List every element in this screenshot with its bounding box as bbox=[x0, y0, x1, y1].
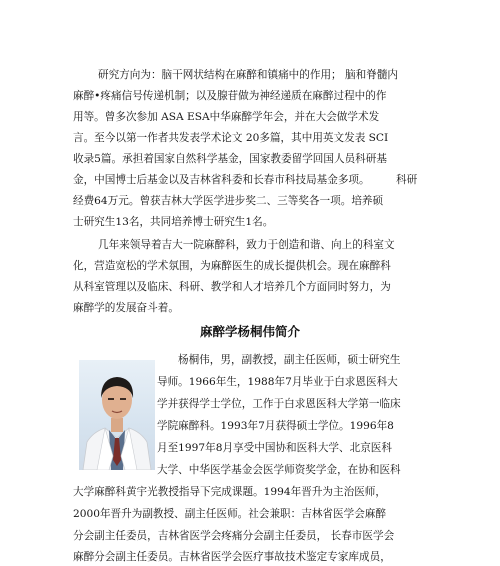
paragraph1-line: 用等。曾多次参加 ASA ESA中华麻醉学年会，并在大会做学术发 bbox=[73, 111, 380, 123]
bio-line: 麻醉分会副主任委员。吉林省医学会医疗事故技术鉴定专家库成员， bbox=[73, 551, 391, 563]
paragraph1-line: 士研究生13名，共同培养博士研究生1名。 bbox=[73, 216, 274, 228]
bio-line: 2000年晋升为副教授、副主任医师。社会兼职：吉林省医学会麻醉 bbox=[73, 508, 386, 520]
bio-line: 学院麻醉科。1993年7月获得硕士学位。1996年8 bbox=[157, 420, 394, 432]
paragraph2-line: 麻醉学的发展奋斗着。 bbox=[73, 302, 179, 314]
paragraph1-line: 经费64万元。曾获吉林大学医学进步奖二、三等奖各一项。培养硕 bbox=[73, 195, 384, 207]
portrait-photo bbox=[79, 360, 155, 470]
bio-line: 学并获得学士学位，工作于白求恩医科大学第一临床 bbox=[157, 398, 401, 410]
paragraph2-line: 化，营造宽松的学术氛围，为麻醉医生的成长提供机会。现在麻醉科 bbox=[73, 260, 391, 272]
bio-line: 月至1997年8月享受中国协和医科大学、北京医科 bbox=[157, 442, 392, 454]
bio-line: 杨桐伟，男，副教授，副主任医师，硕士研究生 bbox=[178, 354, 401, 366]
paragraph1-line: 科研 bbox=[396, 174, 418, 186]
paragraph1-line: 研究方向为：脑干网状结构在麻醉和镇痛中的作用； 脑和脊髓内 bbox=[98, 69, 398, 81]
paragraph2-line: 从科室管理以及临床、科研、教学和人才培养几个方面同时努力，为 bbox=[73, 281, 391, 293]
paragraph1-line: 收录5篇。承担着国家自然科学基金，国家教委留学回国人员科研基 bbox=[73, 153, 387, 165]
paragraph1-line: 麻醉•疼痛信号传递机制；以及腺苷做为神经递质在麻醉过程中的作 bbox=[73, 90, 387, 102]
paragraph1-line: 金，中国博士后基金以及吉林省科委和长春市科技局基金多项。 bbox=[73, 174, 370, 186]
portrait-illustration bbox=[79, 360, 155, 470]
paragraph1-line: 言。至今以第一作者共发表学术论文 20多篇，其中用英文发表 SCI bbox=[73, 132, 389, 144]
section-title: 麻醉学杨桐伟简介 bbox=[199, 324, 300, 339]
bio-line: 大学、中华医学基金会医学师资奖学金，在协和医科 bbox=[157, 464, 401, 476]
bio-line: 分会副主任委员，吉林省医学会疼痛分会副主任委员， 长春市医学会 bbox=[73, 530, 395, 542]
bio-line: 大学麻醉科黄宇光教授指导下完成课题。1994年晋升为主治医师， bbox=[73, 486, 386, 498]
bio-line: 导师。1966年生，1988年7月毕业于白求恩医科大 bbox=[157, 376, 398, 388]
paragraph2-line: 几年来领导着吉大一院麻醉科，致力于创造和谐、向上的科室文 bbox=[98, 239, 395, 251]
